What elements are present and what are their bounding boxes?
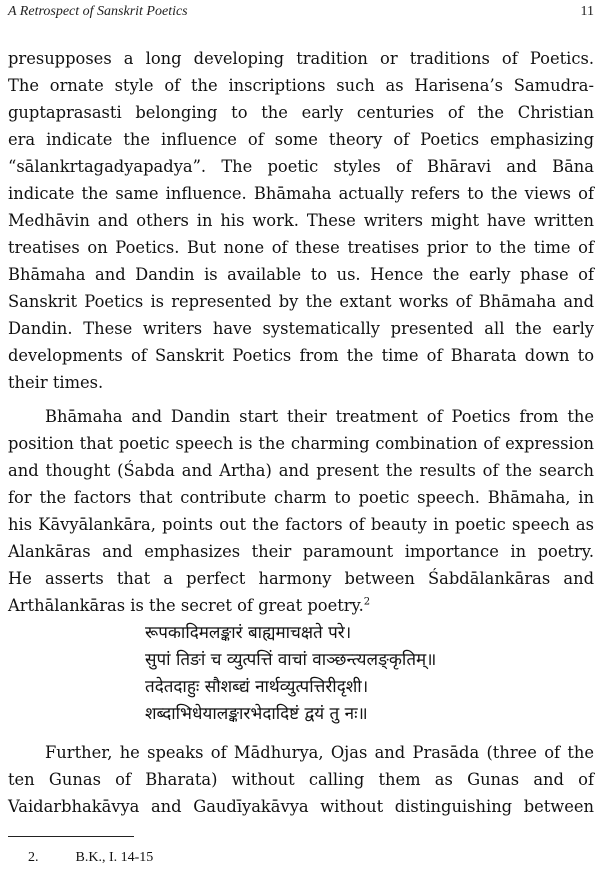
- verse-line: शब्दाभिधेयालङ्कारभेदादिष्टं द्वयं तु नः॥: [145, 704, 368, 724]
- text-line: Medhāvin and others in his work. These writers might have written: [8, 211, 594, 230]
- footnote: [8, 848, 153, 868]
- text-line: developments of Sanskrit Poetics from the time of Bharata down to: [8, 346, 594, 365]
- text-line: era indicate the influence of some theory of Poetics emphasizing: [8, 130, 594, 149]
- text-line: Dandin. These writers have systematically presented all the early: [8, 319, 594, 338]
- text-line: He asserts that a perfect harmony between Śabdālankāras and: [8, 569, 594, 588]
- text-line: guptaprasasti belonging to the early centuries of the Christian: [8, 103, 594, 122]
- footnote-number: 2.: [28, 850, 39, 865]
- text-line: and thought (Śabda and Artha) and present the results of the search: [8, 461, 594, 480]
- running-head: [8, 4, 594, 22]
- verse-line: सुपां तिङां च व्युत्पत्तिं वाचां वाञ्छन्त्यलङ्कृतिम्॥: [145, 650, 437, 670]
- verse-line: तदेतदाहुः सौशब्द्यं नार्थव्युत्पत्तिरीदृशी।: [145, 677, 369, 697]
- text-line: position that poetic speech is the charming combination of expression: [8, 434, 594, 453]
- text-line: Bhāmaha and Dandin is available to us. Hence the early phase of: [8, 265, 594, 284]
- footnote-text: B.K., I. 14-15: [75, 850, 154, 865]
- text-line: The ornate style of the inscriptions such as Harisena’s Samudra-: [8, 76, 594, 95]
- footnote-rule: [8, 836, 134, 837]
- text-line: their times.: [8, 373, 104, 392]
- text-line: ten Gunas of Bharata) without calling them as Gunas and of: [8, 770, 594, 789]
- text-line: Vaidarbhakāvya and Gaudīyakāvya without distinguishing between: [8, 797, 594, 816]
- footnote-marker: 2: [363, 596, 371, 608]
- text-line: his Kāvyālankāra, points out the factors of beauty in poetic speech as: [8, 515, 594, 534]
- text-line-content: Arthālankāras is the secret of great poetry.: [8, 596, 364, 615]
- verse-line: रूपकादिमलङ्कारं बाह्यमाचक्षते परे।: [145, 623, 352, 643]
- page-number: 11: [580, 4, 594, 19]
- text-line: Alankāras and emphasizes their paramount importance in poetry.: [8, 542, 594, 561]
- text-line: for the factors that contribute charm to poetic speech. Bhāmaha, in: [8, 488, 594, 507]
- running-head-title: A Retrospect of Sanskrit Poetics: [8, 4, 188, 19]
- text-line: Further, he speaks of Mādhurya, Ojas and Prasāda (three of the: [45, 743, 594, 762]
- text-line: [8, 591, 594, 621]
- text-line: presupposes a long developing tradition or traditions of Poetics.: [8, 49, 594, 68]
- text-line: Sanskrit Poetics is represented by the extant works of Bhāmaha and: [8, 292, 594, 311]
- text-line: indicate the same influence. Bhāmaha actually refers to the views of: [8, 184, 594, 203]
- text-line: Bhāmaha and Dandin start their treatment of Poetics from the: [45, 407, 594, 426]
- text-line: “sālankrtagadyapadya”. The poetic styles of Bhāravi and Bāna: [8, 157, 594, 176]
- text-line: treatises on Poetics. But none of these treatises prior to the time of: [8, 238, 594, 257]
